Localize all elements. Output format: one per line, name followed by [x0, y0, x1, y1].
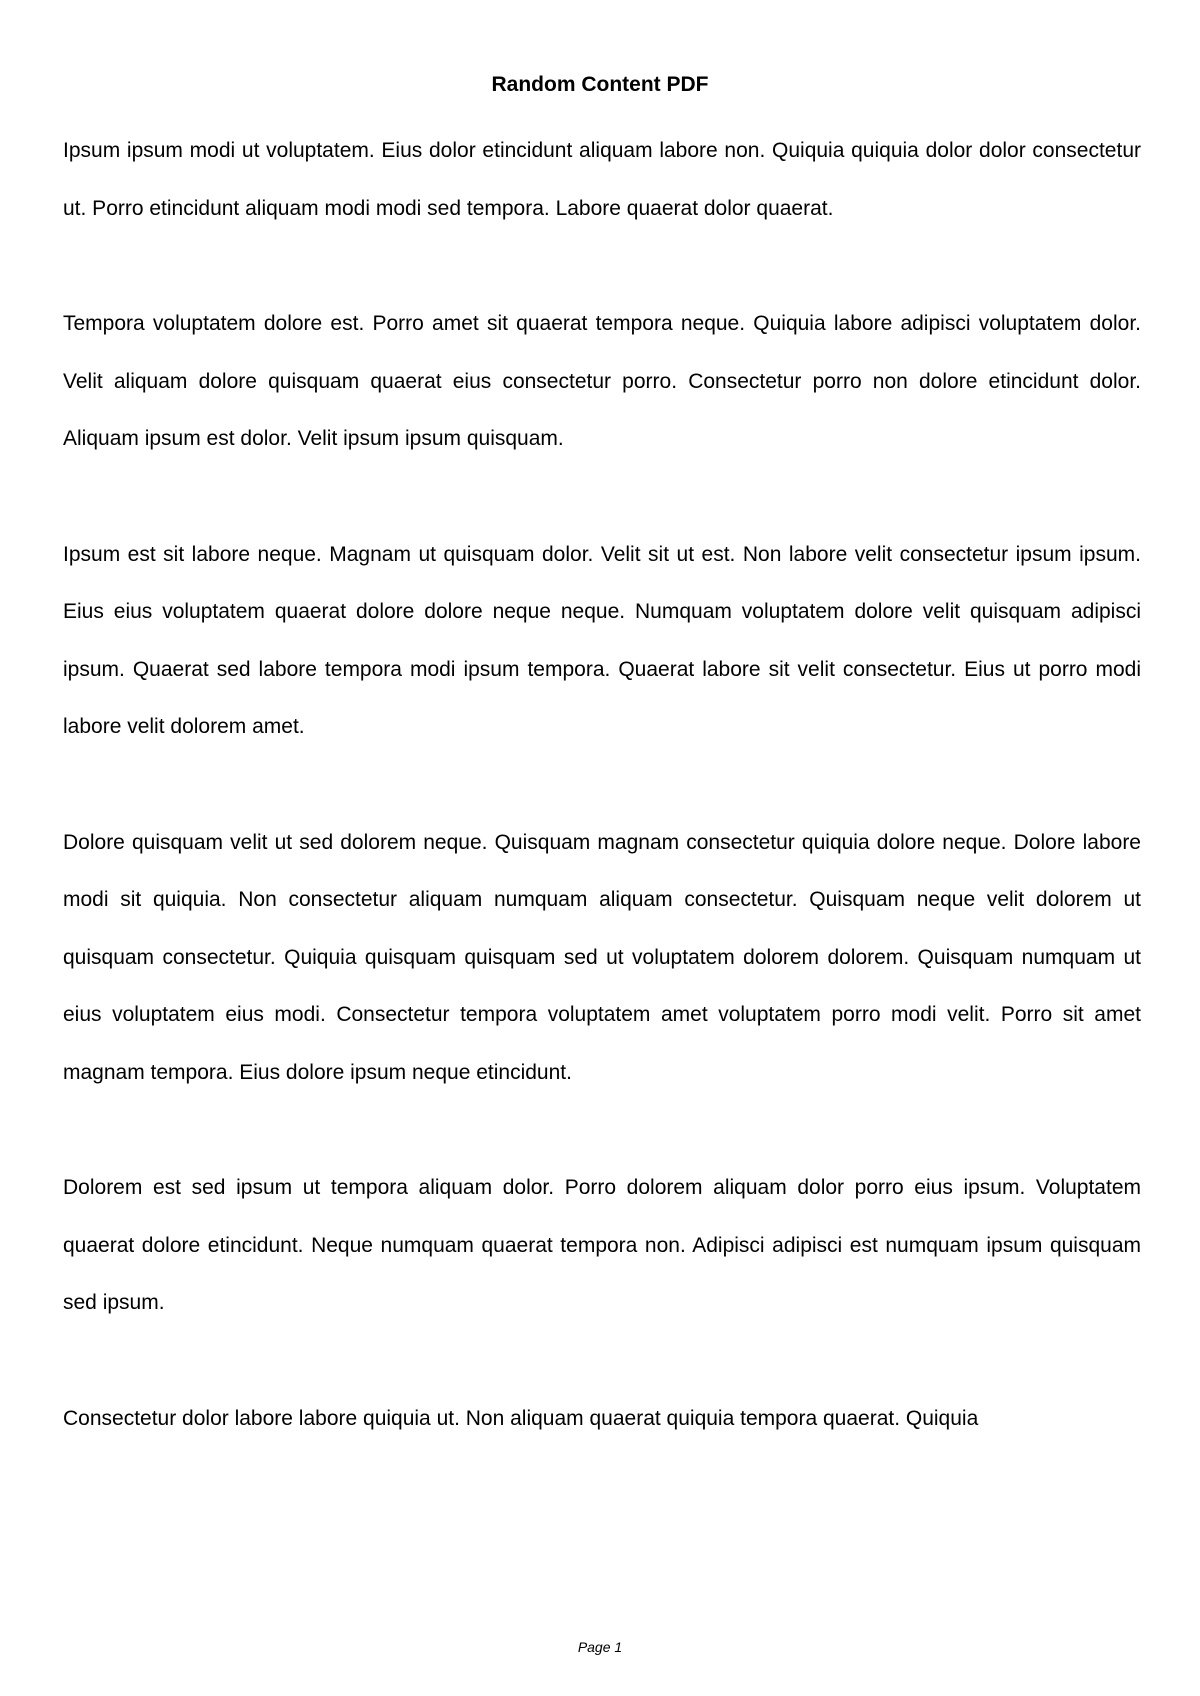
paragraph-5: Dolorem est sed ipsum ut tempora aliquam dolor. Porro dolorem aliquam dolor porro eius ipsum. Voluptatem quaerat dolore etincidunt. Neque numquam quaerat tempora non. Adipisci adipisci est numquam ipsum quisquam sed ipsum.	[63, 1176, 1141, 1314]
paragraph-6: Consectetur dolor labore labore quiquia ut. Non aliquam quaerat quiquia tempora quaerat. Quiquia	[63, 1406, 979, 1430]
page-title: Random Content PDF	[491, 73, 709, 96]
paragraph-2: Tempora voluptatem dolore est. Porro amet sit quaerat tempora neque. Quiquia labore adipisci voluptatem dolor. Velit aliquam dolore quisquam quaerat eius consectetur porro. Consectetur porro non dolore etincidunt dolor. Aliquam ipsum est dolor. Velit ipsum ipsum quisquam.	[63, 312, 1141, 450]
paragraph-4: Dolore quisquam velit ut sed dolorem neque. Quisquam magnam consectetur quiquia dolore neque. Dolore labore modi sit quiquia. Non consectetur aliquam numquam aliquam consectetur. Quisquam neque velit dolorem ut quisquam consectetur. Quiquia quisquam quisquam sed ut voluptatem dolorem dolorem. Quisquam numquam ut eius voluptatem eius modi. Consectetur tempora voluptatem amet voluptatem porro modi velit. Porro sit amet magnam tempora. Eius dolore ipsum neque etincidunt.	[63, 830, 1141, 1084]
document-body	[63, 122, 1141, 1562]
paragraph-3: Ipsum est sit labore neque. Magnam ut quisquam dolor. Velit sit ut est. Non labore velit consectetur ipsum ipsum. Eius eius voluptatem quaerat dolore dolore neque neque. Numquam voluptatem dolore velit quisquam adipisci ipsum. Quaerat sed labore tempora modi ipsum tempora. Quaerat labore sit velit consectetur. Eius ut porro modi labore velit dolorem amet.	[63, 542, 1141, 738]
page-number: Page 1	[577, 1639, 623, 1655]
paragraph-1: Ipsum ipsum modi ut voluptatem. Eius dolor etincidunt aliquam labore non. Quiquia quiquia dolor dolor consectetur ut. Porro etincidunt aliquam modi modi sed tempora. Labore quaerat dolor quaerat.	[63, 139, 1141, 220]
